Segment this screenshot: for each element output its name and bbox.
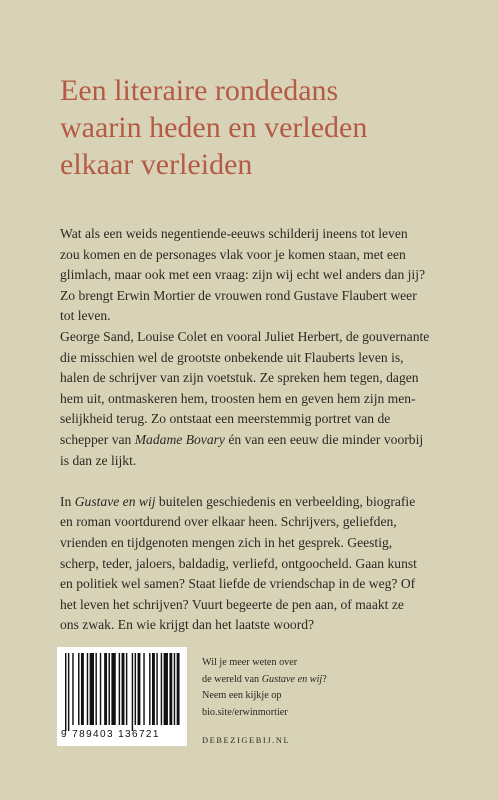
blurb [60, 224, 460, 636]
blurb-text: én van een eeuw die minder voorbij [224, 431, 424, 447]
blurb-line: George Sand, Louise Colet en vooral Juliet Herbert, de gouvernante [60, 328, 430, 344]
barcode-bar [161, 653, 162, 725]
headline-line: waarin heden en verleden [60, 111, 368, 144]
info-text: de wereld van [202, 673, 262, 685]
barcode-bar [126, 653, 127, 725]
barcode-bar [109, 653, 110, 725]
blurb-line: hem uit, ontmaskeren hem, troosten hem en geven hem zijn men- [60, 390, 416, 406]
barcode-bar [100, 653, 101, 725]
barcode-bar [174, 653, 175, 725]
barcode-bar [68, 653, 69, 731]
barcode-bar [104, 653, 107, 725]
blurb-line: die misschien wel de grootste onbekende uit Flauberts leven is, [60, 349, 404, 365]
info-text: ? [322, 673, 327, 685]
barcode-bar [164, 653, 168, 725]
barcode-bar [122, 653, 125, 725]
blurb-text: buitelen geschiedenis en verbeelding, biografie [155, 493, 416, 509]
publisher-url[interactable]: DEBEZIGEBIJ.NL [202, 736, 291, 745]
book-title-gustave-en-wij: Gustave en wij [74, 493, 156, 509]
blurb-line: Wat als een weids negentiende-eeuws schilderij ineens tot leven [60, 226, 408, 241]
paragraph-gap [60, 471, 460, 492]
barcode-bar [132, 653, 133, 731]
info-line: Wil je meer weten over [202, 657, 298, 668]
barcode-bar [81, 653, 84, 725]
barcode [57, 647, 187, 746]
info-line: Neem een kijkje op [202, 690, 282, 702]
barcode-bar [78, 653, 79, 725]
headline [60, 72, 460, 183]
blurb-line [60, 430, 460, 451]
blurb-line: glimlach, maar ook met een vraag: zijn wij echt wel anders dan jij? [60, 267, 426, 283]
barcode-bar [152, 653, 155, 725]
barcode-bar [149, 653, 150, 725]
barcode-bar [169, 653, 172, 725]
blurb-line: scherp, teder, jaloers, baldadig, verliefd, ontgoocheld. Gaan kunst [60, 555, 417, 571]
blurb-line: het leven het schrijven? Vuurt begeerte de pen aan, of maakt ze [60, 596, 404, 612]
blurb-line: selijkheid terug. Zo ontstaat een meerstemmig portret van de [60, 411, 391, 427]
headline-line: elkaar verleiden [60, 148, 253, 181]
blurb-line: halen de schrijver van zijn voetstuk. Ze spreken hem tegen, dagen [60, 370, 419, 386]
barcode-bar [119, 653, 120, 725]
barcode-bar [90, 653, 94, 725]
blurb-text: schepper van [60, 431, 135, 447]
info-line [202, 672, 462, 689]
barcode-bar [138, 653, 141, 725]
blurb-line: is dan ze lijkt. [60, 452, 137, 468]
book-title-madame-bovary: Madame Bovary [134, 431, 225, 447]
blurb-line: Zo brengt Erwin Mortier de vrouwen rond Gustave Flaubert weer [60, 287, 417, 303]
blurb-line: en roman voortdurend over elkaar heen. Schrijvers, geliefden, [60, 514, 397, 530]
barcode-bar [72, 653, 73, 725]
blurb-text: In [60, 493, 75, 509]
blurb-line: vrienden en tijdgenoten mengen zich in het gesprek. Geestig, [60, 534, 393, 550]
info-book-title: Gustave en wij [261, 673, 323, 685]
blurb-line: ons zwak. En wie krijgt dan het laatste woord? [60, 617, 315, 633]
headline-line: Een literaire rondedans [60, 74, 339, 107]
barcode-bar [111, 653, 115, 725]
barcode-bar [177, 653, 180, 725]
blurb-line: zou komen en de personages vlak voor je komen staan, met een [60, 246, 406, 262]
barcode-bar [87, 653, 88, 725]
barcode-bar [95, 653, 96, 725]
barcode-bar [143, 653, 144, 725]
blurb-line [60, 492, 460, 513]
barcode-bar [156, 653, 157, 725]
blurb-line: en politiek wel samen? Staat liefde de vriendschap in de weg? Of [60, 576, 416, 592]
isbn-number: 9 789403 136721 [61, 729, 160, 740]
barcode-bar [65, 653, 66, 731]
more-info [202, 655, 462, 721]
barcode-bar [135, 653, 136, 725]
website-link[interactable]: bio.site/erwinmortier [202, 706, 288, 718]
blurb-line: tot leven. [60, 308, 111, 324]
